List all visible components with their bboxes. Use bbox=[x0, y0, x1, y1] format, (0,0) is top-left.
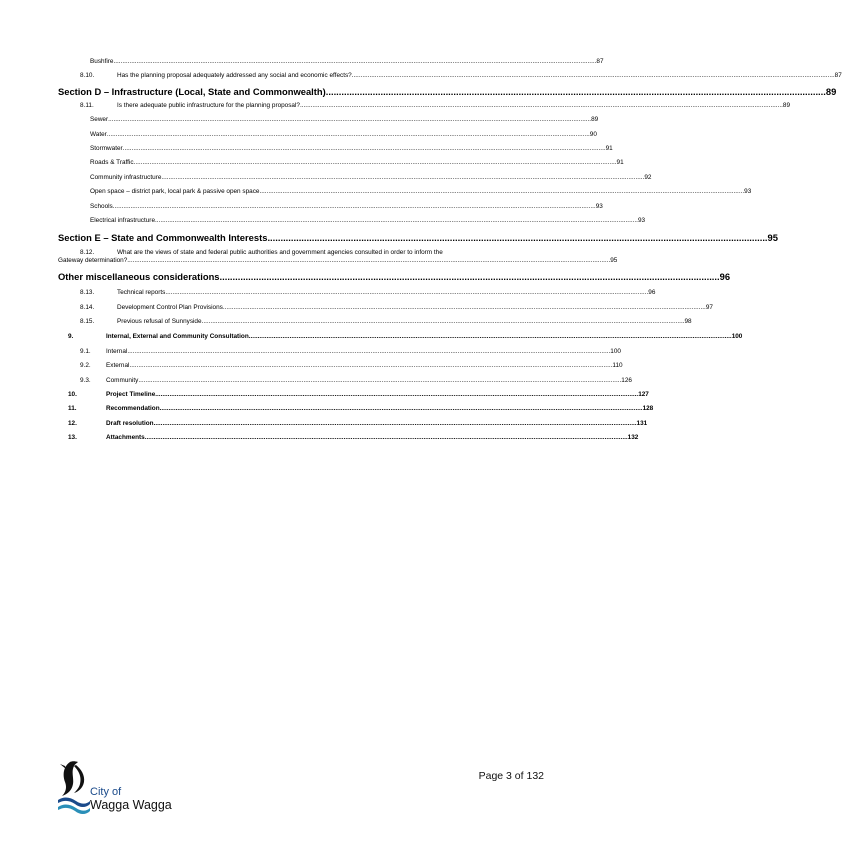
toc-entry-page: 132 bbox=[627, 434, 639, 441]
toc-entry-page: 95 bbox=[610, 257, 618, 264]
toc-entry-number: 10. bbox=[68, 391, 77, 398]
toc-entry-label: Stormwater bbox=[90, 145, 123, 152]
toc-entry-page: 90 bbox=[589, 131, 597, 138]
toc-entry-page: 126 bbox=[621, 377, 632, 384]
toc-entry-label: Internal, External and Community Consultation bbox=[106, 333, 249, 340]
toc-leader-dots: ................................................................................................................................................................................................................................................................................ bbox=[248, 333, 732, 340]
toc-leader-dots: ................................................................................................................................................................................................................................................................................ bbox=[155, 391, 639, 398]
toc-leader-dots: ................................................................................................................................................................................................................................................................................ bbox=[133, 159, 617, 166]
toc-entry-number: 12. bbox=[68, 420, 77, 427]
crow-emblem-icon bbox=[56, 760, 92, 818]
toc-entry-label: Schools bbox=[90, 203, 113, 210]
toc-entry-number: 9.2. bbox=[80, 362, 91, 369]
toc-entry-label: Draft resolution bbox=[106, 420, 154, 427]
toc-entry-number: 8.13. bbox=[80, 289, 95, 296]
toc-leader-dots: ................................................................................................................................................................................................................................................................................ bbox=[129, 362, 613, 369]
toc-entry-label: Community bbox=[106, 377, 139, 384]
toc-entry-number: 8.14. bbox=[80, 304, 95, 311]
toc-entry-label: Recommendation bbox=[106, 405, 160, 412]
toc-entry-page: 128 bbox=[642, 405, 654, 412]
toc-leader-dots: ................................................................................................................................................................................................................................................................................ bbox=[159, 405, 643, 412]
toc-entry-number: 8.12. bbox=[80, 249, 95, 256]
toc-entry-number: 8.11. bbox=[80, 102, 94, 109]
toc-entry-number: 8.10. bbox=[80, 72, 95, 79]
logo-text-wagga-wagga: Wagga Wagga bbox=[90, 798, 172, 812]
toc-entry-page: 98 bbox=[684, 318, 692, 325]
toc-leader-dots: ................................................................................................................................................................................................................................................................................ bbox=[161, 174, 645, 181]
toc-entry-label: Attachments bbox=[106, 434, 145, 441]
toc-entry-label: Electrical infrastructure bbox=[90, 217, 155, 224]
toc-entry-label: Community infrastructure bbox=[90, 174, 162, 181]
toc-entry-label: What are the views of state and federal public authorities and government agencies consulted in order to inform the bbox=[117, 249, 443, 256]
toc-entry-number: 9.1. bbox=[80, 348, 91, 355]
toc-entry-number: 9.3. bbox=[80, 377, 91, 384]
toc-entry-label: Bushfire bbox=[90, 58, 114, 65]
toc-entry-page: 110 bbox=[612, 362, 623, 369]
toc-leader-dots: ................................................................................................................................................................................................................................................................................ bbox=[351, 72, 835, 79]
council-logo bbox=[56, 760, 186, 820]
toc-entry-page: 92 bbox=[644, 174, 652, 181]
toc-entry-label: Internal bbox=[106, 348, 128, 355]
toc-entry-page: 89 bbox=[825, 86, 837, 97]
toc-leader-dots: ................................................................................................................................................................................................................................................................................ bbox=[201, 318, 685, 325]
toc-entry-page: 93 bbox=[744, 188, 752, 195]
toc-entry-label: Technical reports bbox=[117, 289, 166, 296]
toc-entry-page: 100 bbox=[731, 333, 743, 340]
toc-entry-page: 100 bbox=[610, 348, 621, 355]
toc-leader-dots: ................................................................................................................................................................................................ bbox=[219, 271, 720, 282]
toc-leader-dots: ................................................................................................................................................................................................ bbox=[267, 232, 768, 243]
toc-entry-label: Open space – district park, local park & passive open space. bbox=[90, 188, 262, 195]
toc-entry-page: 127 bbox=[638, 391, 649, 398]
toc-entry-page: 131 bbox=[636, 420, 648, 427]
toc-leader-dots: ................................................................................................................................................................................................................................................................................ bbox=[299, 102, 783, 109]
page-number: Page 3 of 132 bbox=[478, 770, 544, 782]
toc-entry-page: 91 bbox=[616, 159, 624, 166]
toc-entry-number: 9. bbox=[68, 333, 74, 340]
toc-entry-label: Project Timeline bbox=[106, 391, 156, 398]
toc-leader-dots: ................................................................................................................................................................................................................................................................................ bbox=[153, 420, 637, 427]
toc-entry-label: Water bbox=[90, 131, 107, 138]
toc-entry-label: Sewer bbox=[90, 116, 109, 123]
toc-entry-page: 89 bbox=[591, 116, 599, 123]
toc-leader-dots: ................................................................................................................................................................................................................................................................................ bbox=[108, 116, 592, 123]
logo-text-city-of: City of bbox=[90, 786, 122, 798]
toc-leader-dots: ................................................................................................................................................................................................................................................................................ bbox=[106, 131, 590, 138]
toc-entry-page: 91 bbox=[605, 145, 613, 152]
toc-leader-dots: ................................................................................................................................................................................................................................................................................ bbox=[127, 348, 611, 355]
toc-entry-page: 87 bbox=[596, 58, 604, 65]
toc-entry-label: Section E – State and Commonwealth Interests bbox=[58, 232, 268, 243]
toc-leader-dots: ................................................................................................................................................................................................................................................................................ bbox=[165, 289, 649, 296]
toc-entry-number: 13. bbox=[68, 434, 77, 441]
toc-leader-dots: ................................................................................................................................................................................................................................................................................ bbox=[127, 257, 611, 264]
toc-entry-page: 95 bbox=[767, 232, 778, 243]
toc-entry-number: 11. bbox=[68, 405, 77, 412]
toc-leader-dots: ................................................................................................................................................................................................................................................................................ bbox=[138, 377, 622, 384]
toc-leader-dots: ................................................................................................................................................................................................................................................................................ bbox=[112, 203, 596, 210]
toc-leader-dots: ................................................................................................................................................................................................................................................................................ bbox=[261, 188, 745, 195]
toc-entry-label: Section D – Infrastructure (Local, State and Commonwealth) bbox=[58, 86, 326, 97]
toc-entry-label: Has the planning proposal adequately addressed any social and economic effects? bbox=[117, 72, 352, 79]
toc-leader-dots: ................................................................................................................................................................................................ bbox=[325, 86, 826, 97]
toc-entry-page: 97 bbox=[705, 304, 713, 311]
toc-entry-page: 93 bbox=[637, 217, 646, 224]
toc-entry-label: Other miscellaneous considerations bbox=[58, 271, 220, 282]
toc-entry-label-continued: Gateway determination? bbox=[58, 257, 128, 264]
toc-entry-page: 93 bbox=[595, 203, 603, 210]
toc-leader-dots: ................................................................................................................................................................................................................................................................................ bbox=[222, 304, 706, 311]
toc-entry-label: Development Control Plan Provisions bbox=[117, 304, 223, 311]
toc-entry-number: 8.15. bbox=[80, 318, 95, 325]
toc-entry-page: 96 bbox=[648, 289, 656, 296]
toc-leader-dots: ................................................................................................................................................................................................................................................................................ bbox=[122, 145, 606, 152]
toc-entry-page: 87 bbox=[834, 72, 842, 79]
toc-leader-dots: ................................................................................................................................................................................................................................................................................ bbox=[155, 217, 638, 224]
toc-entry-page: 96 bbox=[719, 271, 731, 282]
toc-leader-dots: ................................................................................................................................................................................................................................................................................ bbox=[144, 434, 628, 441]
toc-entry-label: Previous refusal of Sunnyside bbox=[117, 318, 202, 325]
toc-entry-label: External bbox=[106, 362, 130, 369]
toc-entry-label: Roads & Traffic bbox=[90, 159, 134, 166]
toc-entry-page: 89 bbox=[782, 102, 791, 109]
toc-entry-label: Is there adequate public infrastructure for the planning proposal? bbox=[117, 102, 300, 109]
toc-leader-dots: ................................................................................................................................................................................................................................................................................ bbox=[113, 58, 597, 65]
